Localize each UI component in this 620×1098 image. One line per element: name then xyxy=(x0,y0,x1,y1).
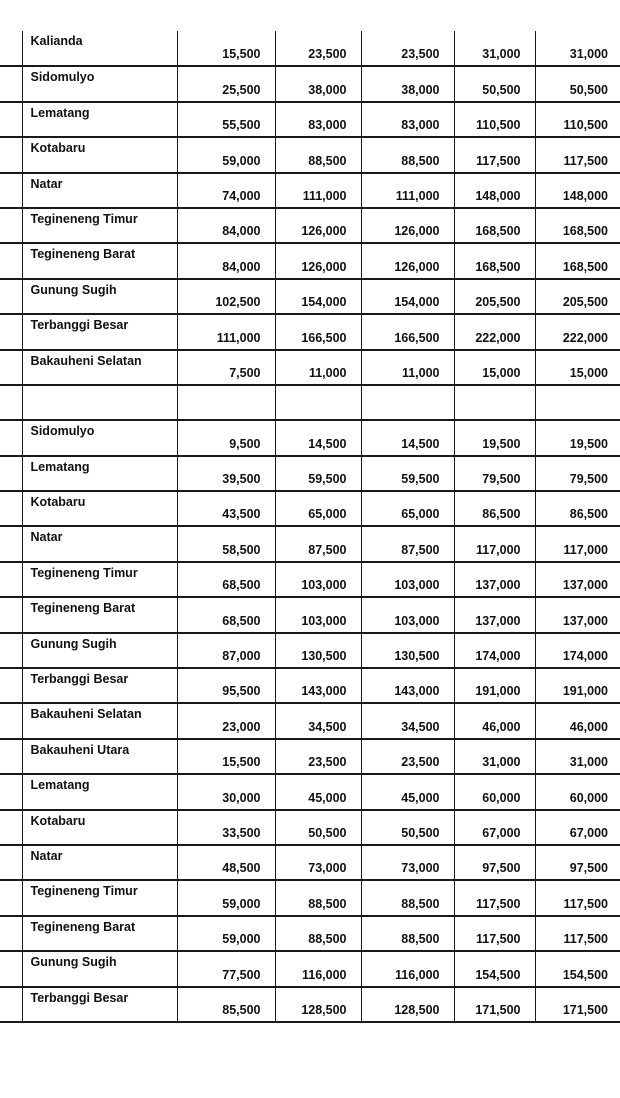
empty-cell xyxy=(454,385,535,420)
row-margin-cell xyxy=(0,102,22,137)
tariff-group-4-value: 222,000 xyxy=(454,314,535,349)
tariff-group-4-value: 31,000 xyxy=(454,31,535,66)
tariff-table-body xyxy=(0,31,620,1022)
tariff-group-5-value: 117,500 xyxy=(535,916,620,951)
row-margin-cell xyxy=(0,951,22,986)
toll-gate-name: Natar xyxy=(22,526,177,561)
tariff-group-5-value: 168,500 xyxy=(535,243,620,278)
tariff-group-4-value: 174,000 xyxy=(454,633,535,668)
toll-gate-name: Lematang xyxy=(22,774,177,809)
tariff-group-1-value: 9,500 xyxy=(177,420,275,455)
tariff-group-1-value: 59,000 xyxy=(177,137,275,172)
tariff-group-2-value: 73,000 xyxy=(275,845,361,880)
toll-gate-name: Kalianda xyxy=(22,31,177,66)
toll-gate-name: Tegineneng Timur xyxy=(22,562,177,597)
tariff-group-3-value: 59,500 xyxy=(361,456,454,491)
tariff-group-2-value: 88,500 xyxy=(275,137,361,172)
tariff-group-1-value: 87,000 xyxy=(177,633,275,668)
row-margin-cell xyxy=(0,845,22,880)
tariff-group-5-value: 67,000 xyxy=(535,810,620,845)
tariff-group-1-value: 68,500 xyxy=(177,562,275,597)
row-margin-cell xyxy=(0,703,22,738)
toll-gate-name: Gunung Sugih xyxy=(22,633,177,668)
table-row xyxy=(0,456,620,491)
tariff-group-3-value: 11,000 xyxy=(361,350,454,385)
tariff-group-1-value: 77,500 xyxy=(177,951,275,986)
tariff-group-3-value: 65,000 xyxy=(361,491,454,526)
row-margin-cell xyxy=(0,916,22,951)
tariff-group-4-value: 154,500 xyxy=(454,951,535,986)
tariff-group-4-value: 171,500 xyxy=(454,987,535,1022)
tariff-group-5-value: 50,500 xyxy=(535,66,620,101)
table-row xyxy=(0,951,620,986)
tariff-group-2-value: 126,000 xyxy=(275,208,361,243)
table-row xyxy=(0,243,620,278)
tariff-group-5-value: 19,500 xyxy=(535,420,620,455)
tariff-group-4-value: 117,500 xyxy=(454,880,535,915)
tariff-group-1-value: 30,000 xyxy=(177,774,275,809)
table-row xyxy=(0,633,620,668)
row-margin-cell xyxy=(0,243,22,278)
tariff-group-5-value: 110,500 xyxy=(535,102,620,137)
tariff-group-3-value: 126,000 xyxy=(361,243,454,278)
tariff-group-2-value: 143,000 xyxy=(275,668,361,703)
tariff-group-1-value: 102,500 xyxy=(177,279,275,314)
tariff-group-3-value: 88,500 xyxy=(361,916,454,951)
tariff-group-5-value: 15,000 xyxy=(535,350,620,385)
tariff-group-4-value: 19,500 xyxy=(454,420,535,455)
tariff-group-5-value: 46,000 xyxy=(535,703,620,738)
tariff-group-1-value: 15,500 xyxy=(177,739,275,774)
empty-cell xyxy=(177,385,275,420)
tariff-table xyxy=(0,31,620,1023)
tariff-group-4-value: 110,500 xyxy=(454,102,535,137)
tariff-group-1-value: 23,000 xyxy=(177,703,275,738)
toll-gate-name: Natar xyxy=(22,173,177,208)
tariff-group-3-value: 116,000 xyxy=(361,951,454,986)
table-row xyxy=(0,916,620,951)
tariff-group-3-value: 50,500 xyxy=(361,810,454,845)
table-row xyxy=(0,66,620,101)
tariff-group-2-value: 59,500 xyxy=(275,456,361,491)
tariff-group-4-value: 86,500 xyxy=(454,491,535,526)
table-row xyxy=(0,987,620,1022)
tariff-group-3-value: 126,000 xyxy=(361,208,454,243)
table-row xyxy=(0,491,620,526)
tariff-group-3-value: 143,000 xyxy=(361,668,454,703)
row-margin-cell xyxy=(0,66,22,101)
table-row xyxy=(0,208,620,243)
toll-gate-name: Sidomulyo xyxy=(22,420,177,455)
tariff-group-5-value: 205,500 xyxy=(535,279,620,314)
table-row xyxy=(0,102,620,137)
tariff-group-1-value: 33,500 xyxy=(177,810,275,845)
tariff-group-2-value: 154,000 xyxy=(275,279,361,314)
tariff-group-2-value: 130,500 xyxy=(275,633,361,668)
table-row xyxy=(0,420,620,455)
row-margin-cell xyxy=(0,880,22,915)
tariff-group-4-value: 168,500 xyxy=(454,208,535,243)
tariff-group-5-value: 117,500 xyxy=(535,137,620,172)
tariff-group-5-value: 97,500 xyxy=(535,845,620,880)
tariff-group-1-value: 95,500 xyxy=(177,668,275,703)
table-row xyxy=(0,880,620,915)
row-margin-cell xyxy=(0,31,22,66)
tariff-group-1-value: 59,000 xyxy=(177,916,275,951)
tariff-group-4-value: 67,000 xyxy=(454,810,535,845)
toll-gate-name: Gunung Sugih xyxy=(22,279,177,314)
tariff-group-4-value: 79,500 xyxy=(454,456,535,491)
tariff-group-2-value: 126,000 xyxy=(275,243,361,278)
tariff-group-3-value: 166,500 xyxy=(361,314,454,349)
tariff-group-1-value: 55,500 xyxy=(177,102,275,137)
tariff-group-4-value: 191,000 xyxy=(454,668,535,703)
tariff-group-3-value: 38,000 xyxy=(361,66,454,101)
tariff-group-1-value: 59,000 xyxy=(177,880,275,915)
toll-gate-name: Kotabaru xyxy=(22,137,177,172)
tariff-group-2-value: 83,000 xyxy=(275,102,361,137)
tariff-group-2-value: 166,500 xyxy=(275,314,361,349)
toll-gate-name: Tegineneng Timur xyxy=(22,880,177,915)
row-margin-cell xyxy=(0,420,22,455)
tariff-group-1-value: 25,500 xyxy=(177,66,275,101)
tariff-group-2-value: 38,000 xyxy=(275,66,361,101)
toll-gate-name: Bakauheni Selatan xyxy=(22,703,177,738)
toll-gate-name: Kotabaru xyxy=(22,810,177,845)
tariff-group-4-value: 31,000 xyxy=(454,739,535,774)
table-row xyxy=(0,562,620,597)
tariff-group-3-value: 73,000 xyxy=(361,845,454,880)
tariff-group-4-value: 205,500 xyxy=(454,279,535,314)
tariff-group-5-value: 137,000 xyxy=(535,562,620,597)
tariff-group-3-value: 88,500 xyxy=(361,137,454,172)
tariff-group-2-value: 45,000 xyxy=(275,774,361,809)
toll-gate-name: Terbanggi Besar xyxy=(22,314,177,349)
tariff-group-1-value: 7,500 xyxy=(177,350,275,385)
tariff-group-5-value: 31,000 xyxy=(535,31,620,66)
tariff-group-4-value: 137,000 xyxy=(454,562,535,597)
table-row xyxy=(0,703,620,738)
row-margin-cell xyxy=(0,208,22,243)
tariff-group-5-value: 222,000 xyxy=(535,314,620,349)
table-row xyxy=(0,810,620,845)
tariff-group-1-value: 84,000 xyxy=(177,243,275,278)
tariff-group-5-value: 168,500 xyxy=(535,208,620,243)
tariff-group-2-value: 14,500 xyxy=(275,420,361,455)
tariff-group-5-value: 137,000 xyxy=(535,597,620,632)
table-row xyxy=(0,137,620,172)
tariff-group-3-value: 88,500 xyxy=(361,880,454,915)
tariff-group-5-value: 191,000 xyxy=(535,668,620,703)
tariff-group-5-value: 174,000 xyxy=(535,633,620,668)
tariff-group-4-value: 46,000 xyxy=(454,703,535,738)
tariff-group-2-value: 88,500 xyxy=(275,880,361,915)
toll-gate-name: Terbanggi Besar xyxy=(22,668,177,703)
toll-gate-name: Sidomulyo xyxy=(22,66,177,101)
tariff-group-1-value: 15,500 xyxy=(177,31,275,66)
tariff-group-5-value: 117,000 xyxy=(535,526,620,561)
tariff-group-1-value: 43,500 xyxy=(177,491,275,526)
row-margin-cell xyxy=(0,491,22,526)
table-row xyxy=(0,845,620,880)
toll-gate-name: Bakauheni Utara xyxy=(22,739,177,774)
tariff-group-2-value: 11,000 xyxy=(275,350,361,385)
tariff-group-3-value: 23,500 xyxy=(361,31,454,66)
tariff-group-4-value: 117,500 xyxy=(454,137,535,172)
table-row xyxy=(0,774,620,809)
tariff-group-4-value: 97,500 xyxy=(454,845,535,880)
row-margin-cell xyxy=(0,314,22,349)
table-row xyxy=(0,314,620,349)
tariff-group-3-value: 111,000 xyxy=(361,173,454,208)
tariff-group-3-value: 103,000 xyxy=(361,562,454,597)
tariff-group-2-value: 50,500 xyxy=(275,810,361,845)
tariff-group-2-value: 116,000 xyxy=(275,951,361,986)
table-row-separator xyxy=(0,385,620,420)
tariff-group-1-value: 68,500 xyxy=(177,597,275,632)
tariff-group-5-value: 31,000 xyxy=(535,739,620,774)
table-row xyxy=(0,597,620,632)
tariff-group-1-value: 74,000 xyxy=(177,173,275,208)
tariff-group-5-value: 86,500 xyxy=(535,491,620,526)
table-row xyxy=(0,526,620,561)
tariff-group-3-value: 128,500 xyxy=(361,987,454,1022)
tariff-group-2-value: 65,000 xyxy=(275,491,361,526)
row-margin-cell xyxy=(0,173,22,208)
table-row xyxy=(0,739,620,774)
tariff-group-4-value: 137,000 xyxy=(454,597,535,632)
tariff-group-1-value: 85,500 xyxy=(177,987,275,1022)
tariff-group-2-value: 87,500 xyxy=(275,526,361,561)
tariff-group-4-value: 148,000 xyxy=(454,173,535,208)
row-margin-cell xyxy=(0,810,22,845)
tariff-group-2-value: 111,000 xyxy=(275,173,361,208)
tariff-group-3-value: 14,500 xyxy=(361,420,454,455)
row-margin-cell xyxy=(0,774,22,809)
toll-gate-name: Kotabaru xyxy=(22,491,177,526)
tariff-group-2-value: 88,500 xyxy=(275,916,361,951)
table-row xyxy=(0,668,620,703)
tariff-group-5-value: 79,500 xyxy=(535,456,620,491)
empty-cell xyxy=(22,385,177,420)
tariff-group-4-value: 50,500 xyxy=(454,66,535,101)
row-margin-cell xyxy=(0,739,22,774)
toll-gate-name: Tegineneng Barat xyxy=(22,243,177,278)
tariff-group-3-value: 154,000 xyxy=(361,279,454,314)
tariff-group-3-value: 103,000 xyxy=(361,597,454,632)
tariff-group-3-value: 45,000 xyxy=(361,774,454,809)
tariff-group-3-value: 83,000 xyxy=(361,102,454,137)
table-row xyxy=(0,279,620,314)
tariff-group-4-value: 117,500 xyxy=(454,916,535,951)
row-margin-cell xyxy=(0,987,22,1022)
tariff-group-2-value: 103,000 xyxy=(275,597,361,632)
tariff-group-4-value: 117,000 xyxy=(454,526,535,561)
table-row xyxy=(0,173,620,208)
tariff-group-1-value: 111,000 xyxy=(177,314,275,349)
toll-gate-name: Terbanggi Besar xyxy=(22,987,177,1022)
toll-gate-name: Tegineneng Barat xyxy=(22,597,177,632)
tariff-group-5-value: 171,500 xyxy=(535,987,620,1022)
empty-cell xyxy=(361,385,454,420)
empty-cell xyxy=(535,385,620,420)
row-margin-cell xyxy=(0,597,22,632)
toll-gate-name: Lematang xyxy=(22,102,177,137)
row-margin-cell xyxy=(0,456,22,491)
tariff-group-4-value: 60,000 xyxy=(454,774,535,809)
tariff-group-5-value: 154,500 xyxy=(535,951,620,986)
tariff-group-2-value: 23,500 xyxy=(275,739,361,774)
tariff-group-1-value: 58,500 xyxy=(177,526,275,561)
toll-gate-name: Natar xyxy=(22,845,177,880)
empty-cell xyxy=(275,385,361,420)
tariff-group-4-value: 15,000 xyxy=(454,350,535,385)
row-margin-cell xyxy=(0,350,22,385)
row-margin-cell xyxy=(0,137,22,172)
tariff-group-2-value: 34,500 xyxy=(275,703,361,738)
row-margin-cell xyxy=(0,562,22,597)
tariff-group-3-value: 130,500 xyxy=(361,633,454,668)
row-margin-cell xyxy=(0,633,22,668)
tariff-group-2-value: 128,500 xyxy=(275,987,361,1022)
row-margin-cell xyxy=(0,526,22,561)
tariff-group-4-value: 168,500 xyxy=(454,243,535,278)
empty-cell xyxy=(0,385,22,420)
toll-gate-name: Tegineneng Barat xyxy=(22,916,177,951)
tariff-group-5-value: 148,000 xyxy=(535,173,620,208)
toll-gate-name: Tegineneng Timur xyxy=(22,208,177,243)
tariff-group-3-value: 87,500 xyxy=(361,526,454,561)
toll-gate-name: Bakauheni Selatan xyxy=(22,350,177,385)
tariff-group-3-value: 23,500 xyxy=(361,739,454,774)
tariff-group-5-value: 117,500 xyxy=(535,880,620,915)
row-margin-cell xyxy=(0,279,22,314)
tariff-group-1-value: 48,500 xyxy=(177,845,275,880)
table-row xyxy=(0,350,620,385)
tariff-group-1-value: 84,000 xyxy=(177,208,275,243)
toll-gate-name: Gunung Sugih xyxy=(22,951,177,986)
toll-gate-name: Lematang xyxy=(22,456,177,491)
row-margin-cell xyxy=(0,668,22,703)
tariff-group-3-value: 34,500 xyxy=(361,703,454,738)
tariff-group-2-value: 103,000 xyxy=(275,562,361,597)
table-row xyxy=(0,31,620,66)
tariff-group-1-value: 39,500 xyxy=(177,456,275,491)
tariff-group-2-value: 23,500 xyxy=(275,31,361,66)
tariff-group-5-value: 60,000 xyxy=(535,774,620,809)
